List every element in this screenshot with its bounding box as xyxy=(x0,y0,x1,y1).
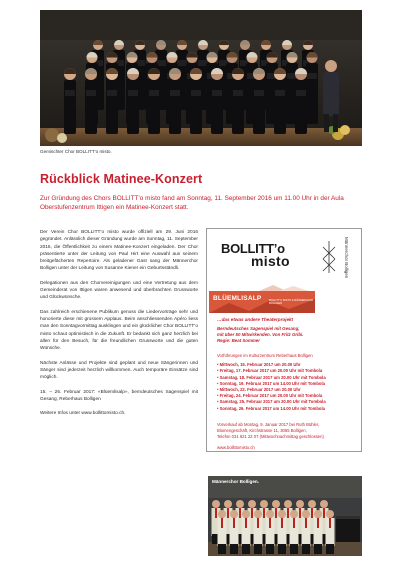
man-head xyxy=(212,500,220,508)
man-head xyxy=(254,510,262,518)
man-scarf xyxy=(239,508,241,518)
singer xyxy=(232,80,244,134)
man-scarf xyxy=(299,508,301,518)
music-folder xyxy=(191,90,201,96)
man-scarf xyxy=(251,508,253,518)
man-trousers xyxy=(326,544,334,554)
singer xyxy=(253,80,265,134)
man-scarf xyxy=(275,508,277,518)
music-folder xyxy=(107,90,117,96)
man-trousers xyxy=(314,544,322,554)
music-folder xyxy=(149,90,159,96)
man-head xyxy=(236,500,244,508)
man-head xyxy=(278,510,286,518)
man-head xyxy=(272,500,280,508)
ad-description xyxy=(217,326,357,344)
date-item: • Sonntag, 26. Februar 2017 um 14.00 Uhr mit Tombola xyxy=(217,405,325,411)
choir-photo-illustration xyxy=(40,10,362,146)
man-head xyxy=(290,510,298,518)
man-trousers xyxy=(278,544,286,554)
paragraph: Delegationen aus den Chorvereinigungen und eine Vertretung aus dem Gemeinderat von Ittigen waren anwesend und überbrachten Grussworte und Glückwünsche. xyxy=(40,280,198,301)
singer xyxy=(211,80,223,134)
singer xyxy=(127,80,139,134)
man-scarf xyxy=(329,518,331,528)
man-scarf xyxy=(293,518,295,528)
music-folder xyxy=(86,90,96,96)
man-head xyxy=(320,500,328,508)
date-item: • Freitag, 24. Februar 2017 um 20.00 Uhr mit Tombola xyxy=(217,393,323,399)
man-head xyxy=(266,510,274,518)
singer xyxy=(106,80,118,134)
music-folder xyxy=(128,90,138,96)
banner-subtitle: BOLLITT’O MISTO & MÄNNERCHOR BOLLIGEN xyxy=(269,299,314,305)
man-scarf xyxy=(257,518,259,528)
photo-caption-bottom: Männerchor Bolligen. xyxy=(212,479,259,484)
logo-line2: misto xyxy=(251,253,290,269)
date-item: • Samstag, 18. Februar 2017 um 20.00 Uhr mit Tombola xyxy=(217,374,326,380)
man-scarf xyxy=(317,518,319,528)
presale-line: Telefon 031 921 22 07 (Mittwochnachmittag geschlossen) xyxy=(217,433,324,439)
web-link[interactable]: Weitere Infos unter www.bollittomisto.ch. xyxy=(40,411,126,417)
man-head xyxy=(224,500,232,508)
vertical-text: Männerchor Bolligen xyxy=(344,237,349,279)
singer xyxy=(274,80,286,134)
singer xyxy=(190,80,202,134)
music-folder xyxy=(233,90,243,96)
man-head xyxy=(302,510,310,518)
presale-line: Vorverkauf ab Montag, 9. Januar 2017 bei Ruth Bühler, xyxy=(217,422,320,427)
man-scarf xyxy=(323,508,325,518)
maennerchor-photo xyxy=(208,476,362,556)
article-title: Rückblick Matinee-Konzert xyxy=(40,172,203,186)
ad-tagline: …das etwas andere Theaterprojekt xyxy=(217,317,294,322)
man-trousers xyxy=(266,544,274,554)
man-scarf xyxy=(245,518,247,528)
article-lead: Zur Gründung des Chors BOLLITT’o misto fand am Sonntag, 11. September 2016 um 11.00 Uhr in der Aula Oberstufenzentrum Ittigen ein Matinee-Konzert statt. xyxy=(40,195,344,212)
photo-caption: Gemischter Chor BOLLITT’o misto. xyxy=(40,149,112,154)
man-scarf xyxy=(269,518,271,528)
man-head xyxy=(314,510,322,518)
date-item: • Freitag, 17. Februar 2017 um 20.00 Uhr mit Tombola xyxy=(217,368,323,374)
man-scarf xyxy=(263,508,265,518)
music-folder xyxy=(177,60,187,66)
date-item: • Mittwoch, 22. Februar 2017 um 20.00 Uhr xyxy=(217,387,301,393)
man-scarf xyxy=(305,518,307,528)
desc-line: Berndeutsches Sagenspiel mit Gesang, xyxy=(217,326,300,331)
man-trousers xyxy=(290,544,298,554)
man-trousers xyxy=(230,544,238,554)
choir-photo xyxy=(40,10,362,146)
banner-title: BLÜEMLISALP xyxy=(213,295,262,302)
paragraph: Nächste Anlässe und Projekte sind geplant und neue Sängerinnen und Sänger sind jederzeit herzlich willkommen. Auch temporäre Einsätze sind möglich. xyxy=(40,360,198,380)
desc-line: Regie: Beat Sommer xyxy=(217,338,260,343)
singer xyxy=(148,80,160,134)
music-folder xyxy=(296,90,306,96)
desc-line: mit über 50 Mitwirkenden. Von Fritz Gribi. xyxy=(217,332,304,337)
man-head xyxy=(284,500,292,508)
dates-header: Vorführungen im Kulturzentrum Reberhaus Bolligen xyxy=(217,353,313,358)
singer xyxy=(169,80,181,134)
man-trousers xyxy=(254,544,262,554)
man-scarf xyxy=(227,508,229,518)
man-head xyxy=(308,500,316,508)
man-scarf xyxy=(221,518,223,528)
date-item: • Samstag, 25. Februar 2017 um 20.00 Uhr mit Tombola xyxy=(217,399,326,405)
man-scarf xyxy=(281,518,283,528)
music-folder xyxy=(212,90,222,96)
ad-web-link[interactable]: www.bollittomisto.ch xyxy=(217,445,255,450)
singer xyxy=(85,80,97,134)
paragraph: Das zahlreich erschienene Publikum genoss die Liedervorträge sehr und honorierte diese mit grossem Applaus. Beim anschliessenden Apéro liess man den Sonntagvormittag ausklingen und ein glücklicher Chor BOLLITT’o misto schaut optimistisch in die Zukunft. Er bedankt sich ganz herzlich bei allen für den Besuch, für die freundlichen Grussworte und die guten Wünsche. xyxy=(40,309,198,351)
man-scarf xyxy=(215,508,217,518)
piano xyxy=(336,516,360,542)
singer xyxy=(306,63,318,124)
date-item: • Sonntag, 19. Februar 2017 um 14.00 Uhr mit Tombola xyxy=(217,380,325,386)
logo-line1: BOLLITT’o xyxy=(221,241,285,256)
music-folder xyxy=(275,90,285,96)
music-folder xyxy=(307,73,317,79)
man-trousers xyxy=(242,544,250,554)
dates-list xyxy=(217,362,359,412)
man-head xyxy=(218,510,226,518)
bollitto-logo xyxy=(221,241,317,283)
man-head xyxy=(326,510,334,518)
man-head xyxy=(248,500,256,508)
paragraph: 15. – 26. Februar 2017: «Blüemlisalp», berndeutsches Sagenspiel mit Gesang, Reberhaus Bolligen xyxy=(40,389,198,402)
man-trousers xyxy=(302,544,310,554)
man-head xyxy=(242,510,250,518)
maennerchor-vertical-label xyxy=(341,237,351,281)
maennerchor-photo-illustration xyxy=(208,476,362,556)
singer xyxy=(295,80,307,134)
music-folder xyxy=(254,90,264,96)
man-scarf xyxy=(287,508,289,518)
man-head xyxy=(296,500,304,508)
singer xyxy=(64,80,76,134)
presale-info xyxy=(217,422,359,439)
performance-dates xyxy=(217,353,359,412)
music-folder xyxy=(65,90,75,96)
man-trousers xyxy=(218,544,226,554)
maennerchor-emblem-icon xyxy=(321,239,337,275)
bluemlisalp-banner xyxy=(209,285,315,313)
man-head xyxy=(230,510,238,518)
date-item: • Mittwoch, 15. Februar 2017 um 20.00 Uhr xyxy=(217,362,301,368)
man-scarf xyxy=(233,518,235,528)
presale-line: Blumengeschäft, Kirchstrasse 11, 3065 Bolligen, xyxy=(217,427,307,433)
event-advertisement xyxy=(206,228,362,452)
music-folder xyxy=(170,90,180,96)
man-head xyxy=(260,500,268,508)
man-scarf xyxy=(311,508,313,518)
paragraph: Der Verein Chor BOLLITT’o misto wurde offiziell am 29. Juni 2016 gegründet. Anlässlich dieser Gründung wurde am Sonntag, 11. September 2016, die Öffentlichkeit zu einem Matinee-Konzert eingeladen. Der Chor präsentierte unter der Leitung von Paul Hirt eine Auswahl aus seinem breitgefächerten Repertoire. Als geladener Gast sang der Männerchor Bolligen unter der Leitung von Susanne Kiener ein Geburtsständli. xyxy=(40,230,198,272)
article-body xyxy=(40,229,198,425)
